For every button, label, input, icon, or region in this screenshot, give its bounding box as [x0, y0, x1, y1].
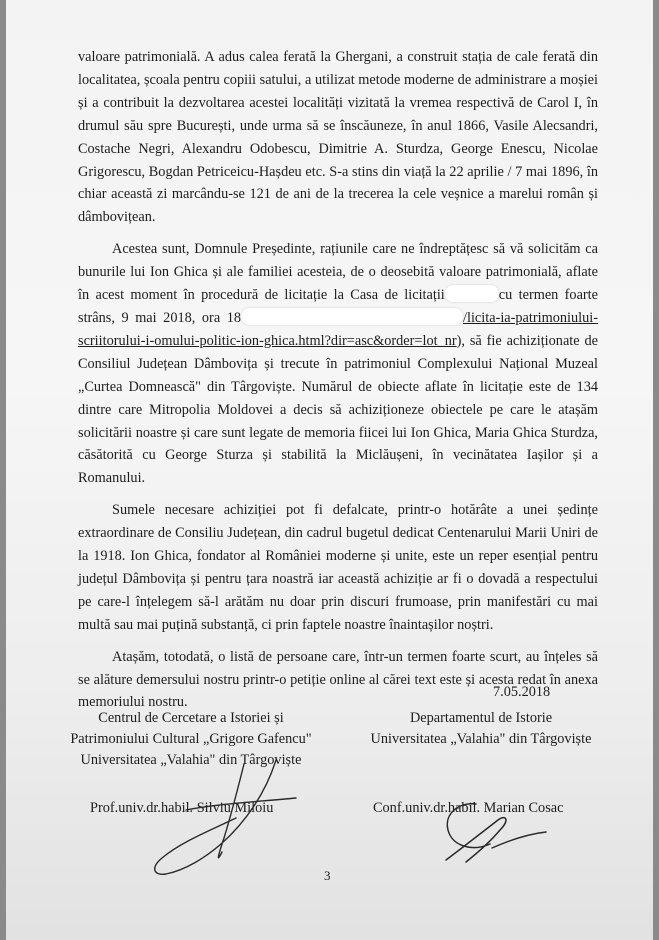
- paragraph-3: Sumele necesare achiziției pot fi defalcate, printr-o hotărâte a unei ședințe extraordinare de Consiliu Județean, din cadrul bugetul dedicat Centenarului Marii Uniri de la 1918. Ion Ghica, fondator al României moderne și unite, este un reper esențial pentru județul Dâmbovița și pentru țara noastră iar această achiziție ar fi o dovadă a respectului pe care-l înțelegem să-l arătăm nu doar prin discuri frumoase, prin manifestări cu mai multă sau mai puțină substanță, ci prin faptele noastre înaintașilor noștri.: [78, 502, 598, 633]
- paragraph-2-part-c: ), să fie achiziționate de Consiliul Județean Dâmbovița și trecute în patrimoniul Complexului Național Muzeal „Curtea Domnească" din Târgoviște. Numărul de obiecte aflate în licitație este de 134 dintre care Mitropolia Moldovei a decis să achiziționeze obiectele pe care le atașăm solicitării noastre și care sunt legate de memoria fiicei lui Ion Ghica, Maria Ghica Sturdza, căsătorită cu George Sturza și stabilită la Miclăușeni, în vecinătatea Iașilor și a Romanului.: [78, 332, 598, 487]
- left-handwritten-signature: [126, 752, 316, 882]
- right-institution-block: [361, 708, 601, 750]
- redaction-box: [241, 308, 463, 325]
- left-institution-line-2: Patrimoniului Cultural „Grigore Gafencu": [70, 731, 312, 747]
- page-number: 3: [324, 868, 331, 883]
- redaction-box: [445, 285, 499, 302]
- letter-body: [78, 46, 598, 714]
- paragraph-2: [78, 238, 598, 490]
- document-date: 7.05.2018: [493, 684, 551, 700]
- paragraph-2-part-a: Acestea sunt, Domnule Președinte, rațiunile care ne îndreptățesc să vă solicităm ca bunurile lui Ion Ghica și ale familiei acesteia, de o deosebită valoare patrimonială, aflate în acest moment în procedură de licitație la Casa de licitații: [78, 241, 598, 304]
- document-page: [6, 0, 653, 940]
- left-institution-line-3: Universitatea „Valahia" din Târgoviște: [80, 752, 302, 768]
- right-institution-line-1: Departamentul de Istorie: [409, 710, 553, 726]
- paragraph-4: Atașăm, totodată, o listă de persoane care, într-un termen foarte scurt, au înțeles să se alăture demersului nostru printr-o petiție online al cărei text este și acesta redat în anexa memoriului nostru.: [78, 648, 598, 711]
- left-signer-name: Prof.univ.dr.habil. Silviu Miloiu: [90, 800, 274, 816]
- right-institution-line-2: Universitatea „Valahia" din Târgoviște: [370, 731, 592, 747]
- auction-link[interactable]: /licita-ia-patrimoniului-scriitorului-i-omului-politic-ion-ghica.html?dir=asc&order=lot_nr: [78, 309, 598, 349]
- right-handwritten-signature: [406, 790, 556, 870]
- paragraph-2-part-b: cu termen foarte strâns, 9 mai 2018, ora 18: [78, 287, 599, 326]
- left-institution-line-1: Centrul de Cercetare a Istoriei și: [98, 710, 284, 726]
- right-signer-name: Conf.univ.dr.habil. Marian Cosac: [373, 800, 564, 816]
- paragraph-1: valoare patrimonială. A adus calea ferată la Ghergani, a construit stația de cale ferată din localitatea, școala pentru copiii satului, a utilizat metode moderne de administrare a moșiei și a contribuit la dezvoltarea acestei localități vizitată la vremea respectivă de Carol I, în drumul său spre București, unde urma să se înscăuneze, în anul 1866, Vasile Alecsandri, Costache Negri, Alexandru Odobescu, Dimitrie A. Sturdza, George Enescu, Nicolae Grigorescu, Bogdan Petriceicu-Hașdeu etc. S-a stins din viață la 22 aprilie / 7 mai 1896, în chiar această zi marcându-se 121 de ani de la trecerea la cele veșnice a marelui român și dâmbovițean.: [78, 49, 598, 226]
